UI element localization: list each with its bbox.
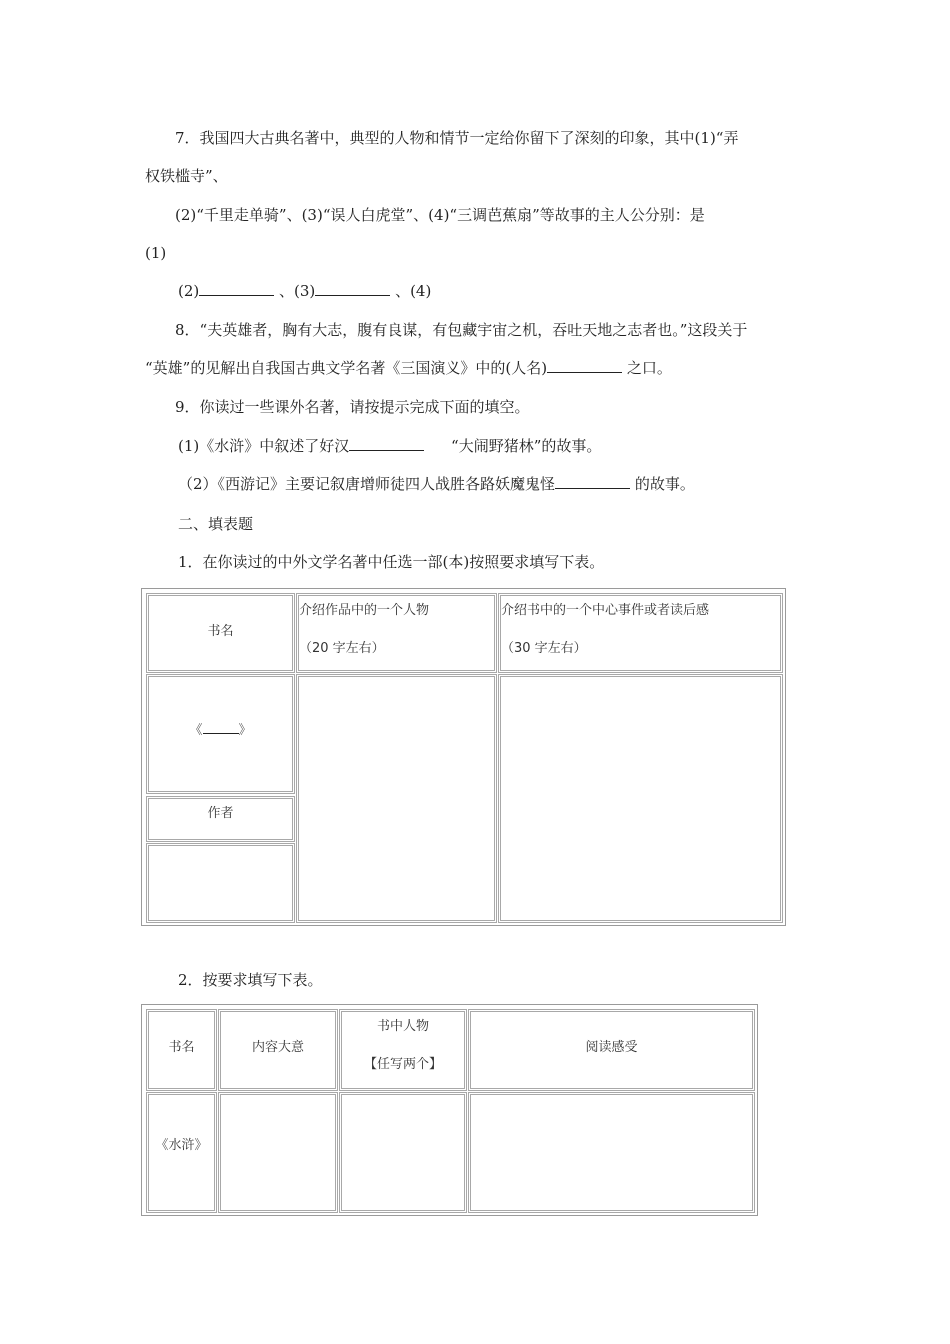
table1-character-header-note: （20 字左右） [299,641,385,656]
q9-1-blank[interactable] [349,436,424,451]
q7-blank-3[interactable] [315,281,390,296]
q9-1-text: (1)《水浒》中叙述了好汉 [178,437,350,455]
table2-header-characters [339,1009,467,1091]
table2-characters-header-label: 书中人物 [376,1019,429,1034]
q9-2-blank[interactable] [555,474,630,489]
table2-header-feeling [468,1009,755,1091]
table1-header-book [146,593,295,673]
table1-book-title [149,721,292,740]
table2-row-book-cell [146,1092,217,1213]
section2-q1: 1．在你读过的中外文学名著中任选一部(本)按照要求填写下表。 [178,553,605,571]
table1-header-character [296,593,497,673]
table1-book-header-label: 书名 [207,624,234,639]
q8-line-1: 8．“夫英雄者，胸有大志，腹有良谋，有包藏宇宙之机，吞吐天地之志者也。”这段关于 [175,321,748,339]
q9-1-suffix: “大闹野猪林”的故事。 [451,437,602,455]
table2-row-book: 《水浒》 [155,1138,208,1153]
q8-blank[interactable] [547,358,622,373]
q7-label-3: 、(3) [279,282,316,300]
q8-text: “英雄”的见解出自我国古典文学名著《三国演义》中的(人名) [145,359,548,377]
q9-line-3 [178,474,695,494]
book-close-mark: 》 [238,723,252,738]
q7-blank-2[interactable] [199,281,274,296]
table2-header-content [218,1009,338,1091]
table2-feeling-header-label: 阅读感受 [585,1040,638,1055]
table1-book-blank[interactable] [203,721,239,734]
q9-2-suffix: 的故事。 [634,475,695,493]
q7-line-4: (1) [145,244,167,262]
q9-2-text: （2）《西游记》主要记叙唐增师徒四人战胜各路妖魔鬼怪 [178,475,556,493]
table1-author-input-cell[interactable] [146,843,295,923]
table2-content-header-label: 内容大意 [251,1040,304,1055]
table1-event-input-cell[interactable] [498,674,783,923]
section2-title: 二、填表题 [178,515,254,533]
q8-suffix: 之口。 [626,359,672,377]
table2-characters-input-cell[interactable] [339,1092,467,1213]
q8-line-2 [145,358,672,378]
q7-label-4: 、(4) [395,282,432,300]
table1-book-title-cell[interactable] [146,674,295,794]
table1-author-label: 作者 [207,806,234,821]
table1-event-header-label: 介绍书中的一个中心事件或者读后感 [501,603,710,618]
table2-characters-header-note: 【任写两个】 [363,1057,442,1072]
q9-line-2 [178,436,601,456]
table1-character-input-cell[interactable] [296,674,497,923]
table1-event-header-note: （30 字左右） [501,641,587,656]
q7-line-1: 7．我国四大古典名著中，典型的人物和情节一定给你留下了深刻的印象，其中(1)“弄 [175,129,739,147]
table2-content-input-cell[interactable] [218,1092,338,1213]
book-open-mark: 《 [189,723,203,738]
q7-label-2: (2) [178,282,200,300]
q7-line-5 [178,281,431,301]
table2-feeling-input-cell[interactable] [468,1092,755,1213]
table1-author-label-cell [146,796,295,842]
q7-line-2: 权铁槛寺”、 [145,167,228,185]
table1-header-event [498,593,783,673]
table2-header-book [146,1009,217,1091]
table1-character-header-label: 介绍作品中的一个人物 [299,603,430,618]
section2-q2: 2．按要求填写下表。 [178,971,323,989]
table1 [141,588,786,926]
table2 [141,1004,758,1216]
table2-book-header-label: 书名 [168,1040,195,1055]
q9-line-1: 9．你读过一些课外名著，请按提示完成下面的填空。 [175,398,530,416]
q7-line-3: (2)“千里走单骑”、(3)“误人白虎堂”、(4)“三调芭蕉扇”等故事的主人公分别：是 [175,206,705,224]
